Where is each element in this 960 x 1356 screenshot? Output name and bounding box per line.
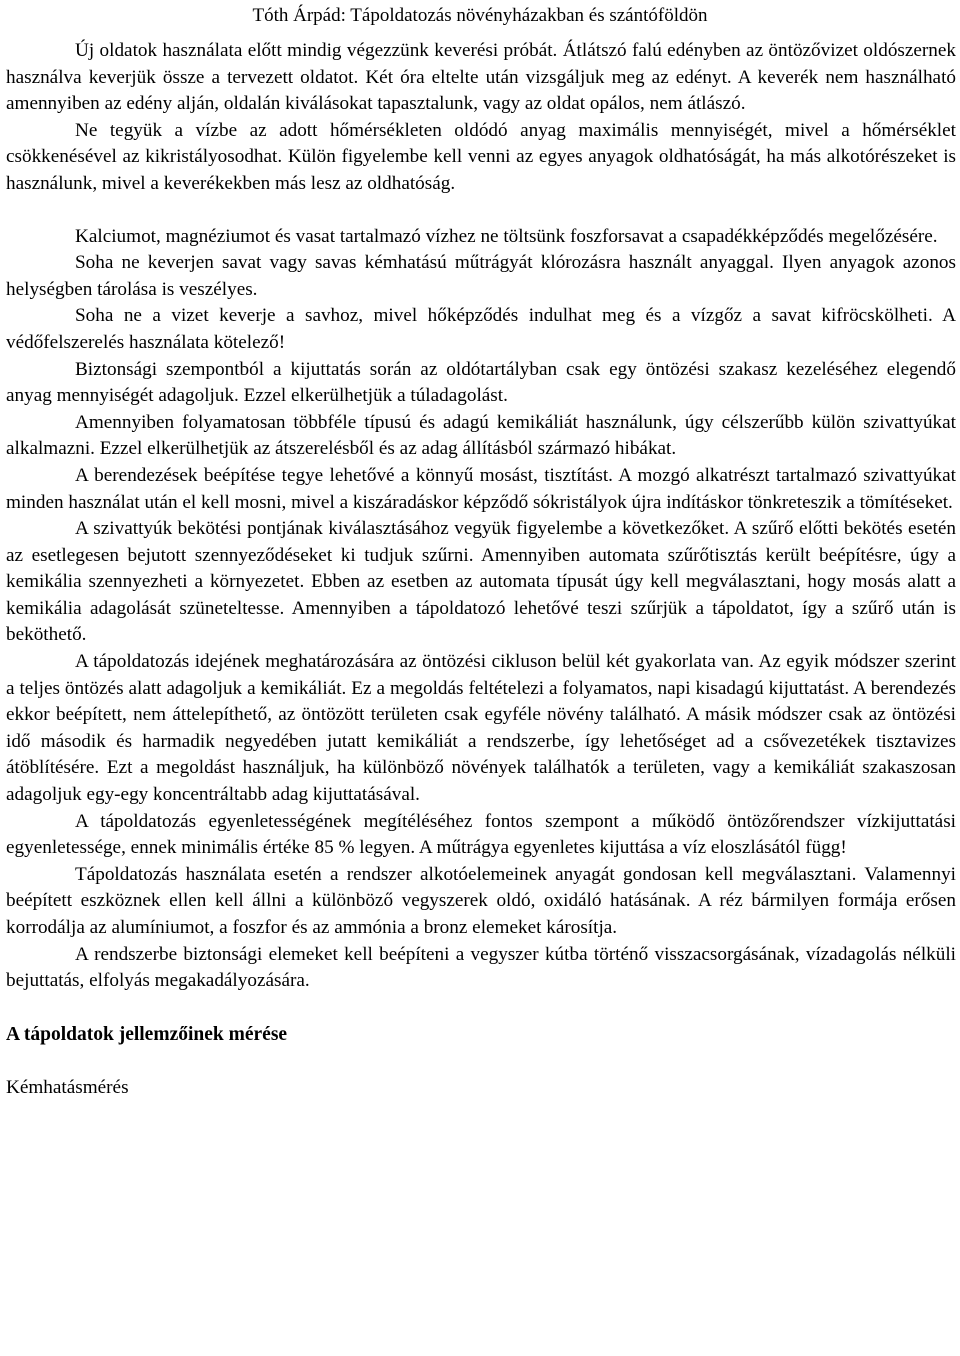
section-spacer <box>6 1048 956 1075</box>
paragraph-acid-safety: Soha ne a vizet keverje a savhoz, mivel hőképződés indulhat meg és a vízgőz a savat kifröcskölheti. A védőfelszerelés használata kötelező! <box>6 305 956 353</box>
paragraph-separate-pumps: Amennyiben folyamatosan többféle típusú és adagú kemikáliát használunk, úgy célszerűbb külön szivattyúkat alkalmazni. Ezzel elkerülhetjük az átszerelésből és az adag állításból származó hibákat. <box>6 411 956 460</box>
paragraph-timing: A tápoldatozás idejének meghatározására az öntözési cikluson belül két gyakorlata van. Az egyik módszer szerint a teljes öntözés alatt adagoljuk a kemikáliát. Ez a megoldás feltételezi a folyamatos, napi kisadagú kijuttatást. A berendezés ekkor beépített, nem áttelepíthető, az öntözött területen csak egyféle növény található. A másik módszer csak az öntözési idő második és harmadik negyedében jutatt kemikáliát a rendszerbe, így lehetőséget ad a csővezetékek tisztavizes átöblítésére. Ezt a megoldást használjuk, ha különböző növények találhatók a területen, vagy a kemikáliát szakaszosan adagoljuk egy-egy koncentráltabb adag kijuttatásával. <box>6 651 956 806</box>
paragraph-phosphoric-acid: Kalciumot, magnéziumot és vasat tartalmazó vízhez ne töltsünk foszforsavat a csapadékképződés megelőzésére. <box>75 225 938 247</box>
paragraph-solubility: Ne tegyük a vízbe az adott hőmérsékleten oldódó anyag maximális mennyiségét, mivel a hőmérséklet csökkenésével az kikristályosodhat. Külön figyelembe kell venni az egyes anyagok oldhatóságát, ha más alkotórészeket is használunk, mivel a keverékekben más lesz az oldhatóság. <box>6 119 956 194</box>
paragraph-materials: Tápoldatozás használata esetén a rendszer alkotóelemeinek anyagát gondosan kell megválasztani. Valamennyi beépített eszköznek ellen kell állni a különböző vegyszerek oldó, oxidáló hatásának. A réz bármilyen formája erősen korrodálja az alumíniumot, a foszfor és az ammónia a bronz elemeket károsítja. <box>6 863 956 938</box>
paragraph-cleaning: A berendezések beépítése tegye lehetővé a könnyű mosást, tisztítást. A mozgó alkatrészt tartalmazó szivattyúkat minden használat után el kell mosni, mivel a kiszáradáskor képződő sókristályok újra indításkor tönkreteszik a tömítéseket. <box>6 464 956 513</box>
subsection-heading: Kémhatásmérés <box>6 1077 129 1099</box>
paragraph-dosing-safety: Biztonsági szempontból a kijuttatás során az oldótartályban csak egy öntözési szakasz kezeléséhez elegendő anyag mennyiségét adagoljuk. Ezzel elkerülhetjük a túladagolást. <box>6 358 956 407</box>
paragraph-uniformity: A tápoldatozás egyenletességének megítéléséhez fontos szempont a működő öntözőrendszer vízkijuttatási egyenletessége, ennek minimális értéke 85 % legyen. A műtrágya egyenletes kijuttása a víz eloszlásától függ! <box>6 810 956 859</box>
paragraph-backflow: A rendszerbe biztonsági elemeket kell beépíteni a vegyszer kútba történő visszacsorgásának, vízadagolás nélküli bejuttatás, elfolyás megakadályozására. <box>6 943 956 992</box>
paragraph-mixing-test: Új oldatok használata előtt mindig végezzünk keverési próbát. Átlátszó falú edényben az öntözővizet oldószernek használva keverjük össze a tervezett oldatot. Két óra eltelte után vizsgáljuk meg az edényt. A keverék nem használható amennyiben az edény alján, oldalán kiválásokat tapasztalunk, vagy az oldat opálos, nem átlászó. <box>6 40 956 115</box>
paragraph-connection-point: A szivattyúk bekötési pontjának kiválasztásához vegyük figyelembe a következőket. A szűrő előtti bekötés esetén az esetlegesen bejutott szennyeződéseket ki tudjuk szűrni. Amennyiben automata szűrőtisztás került beépítésre, úgy a kemikália szennyezheti a környezetet. Ebben az esetben az automata típusát úgy kell megválasztani, hogy mosás alatt a kemikália adagolását szüneteltesse. Amennyiben a tápoldatozó lehetővé teszi szűrjük a tápoldatot, így a szűrő után is beköthető. <box>6 518 956 646</box>
section-heading: A tápoldatok jellemzőinek mérése <box>6 1023 288 1045</box>
paragraph-chlorination: Soha ne keverjen savat vagy savas kémhatású műtrágyát klórozásra használt anyaggal. Ilyen anyagok azonos helységben tárolása is veszélyes. <box>6 252 956 300</box>
paragraph-spacer <box>6 198 956 224</box>
running-header: Tóth Árpád: Tápoldatozás növényházakban és szántóföldön <box>252 5 708 26</box>
section-spacer <box>6 995 956 1022</box>
document-body <box>6 38 956 1102</box>
